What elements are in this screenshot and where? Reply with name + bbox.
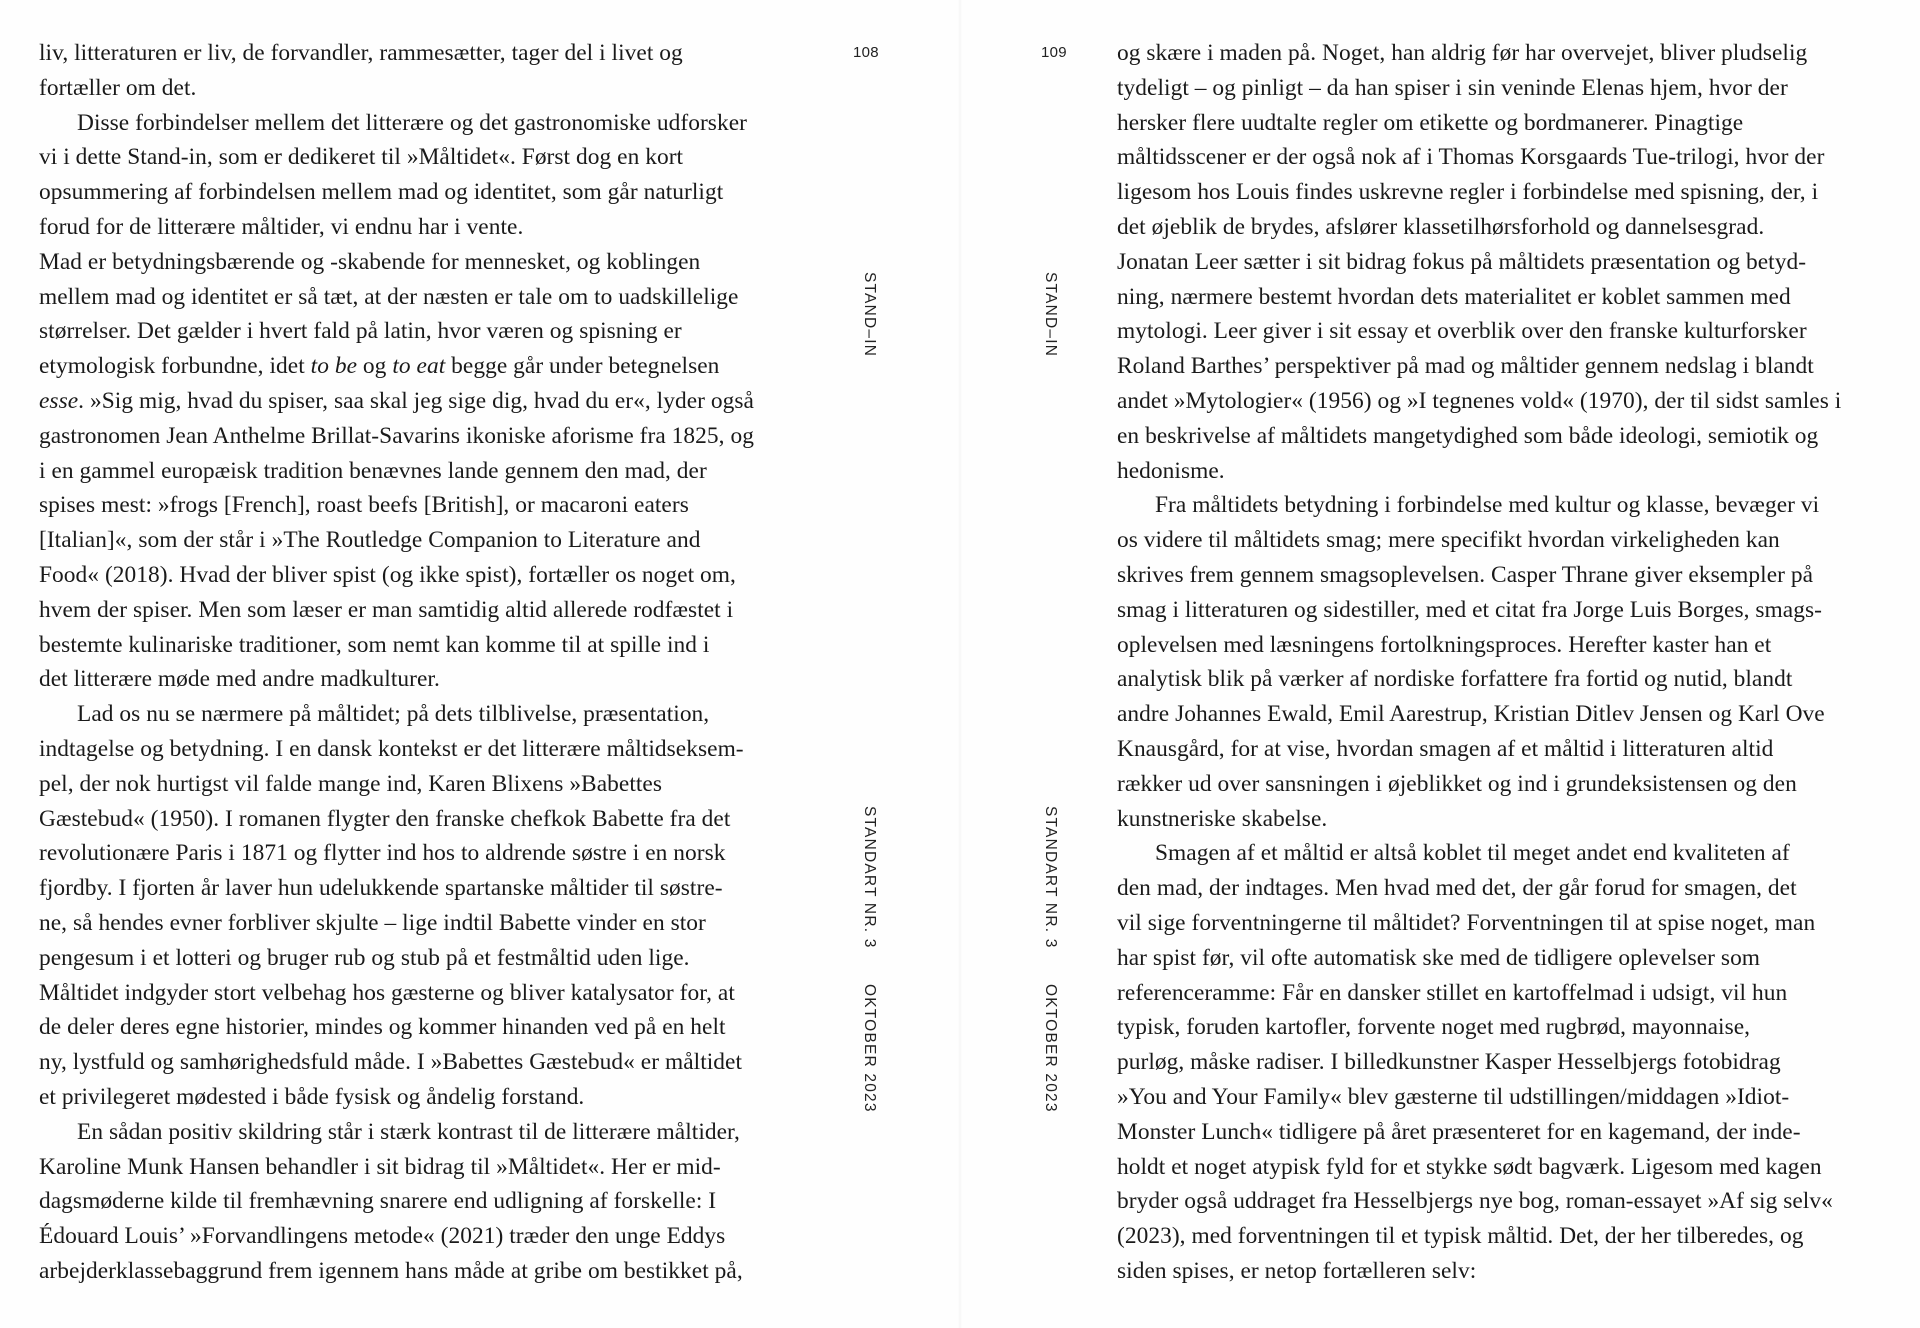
text-line: oplevelsen med læsningens fortolkningsproces. Herefter kaster han et <box>1117 631 1772 658</box>
text-line: spises mest: »frogs [French], roast beefs [British], or macaroni eaters <box>39 492 689 519</box>
text-line: størrelser. Det gælder i hvert fald på latin, hvor væren og spisning er <box>39 318 682 345</box>
text-line: rækker ud over sansningen i øjeblikket og ind i grundeksistensen og den <box>1117 770 1797 797</box>
right-page-number: 109 <box>1041 44 1067 61</box>
text-line: dagsmøderne kilde til fremhævning snarere end udligning af forskelle: I <box>39 1188 717 1215</box>
text-line: bestemte kulinariske traditioner, som nemt kan komme til at spille ind i <box>39 631 710 658</box>
text-line: mytologi. Leer giver i sit essay et overblik over den franske kulturforsker <box>1117 318 1807 345</box>
text-line: os videre til måltidets smag; mere specifikt hvordan virkeligheden kan <box>1117 527 1780 554</box>
text-line: andet »Mytologier« (1956) og »I tegnenes vold« (1970), der til sidst samles i <box>1117 387 1842 414</box>
text-line: Knausgård, for at vise, hvordan smagen af et måltid i litteraturen altid <box>1117 735 1774 762</box>
text-line: opsummering af forbindelsen mellem mad og identitet, som går naturligt <box>39 179 724 206</box>
text-line: har spist før, vil ofte automatisk ske med de tidligere oplevelser som <box>1117 944 1761 971</box>
text-line: Mad er betydningsbærende og -skabende for mennesket, og koblingen <box>39 248 701 275</box>
text-line: fjordby. I fjorten år laver hun udelukkende spartanske måltider til søstre- <box>39 875 723 902</box>
text-line: hvem der spiser. Men som læser er man samtidig altid allerede rodfæstet i <box>39 596 734 623</box>
text-line: revolutionære Paris i 1871 og flytter ind hos to aldrende søstre i en norsk <box>39 840 726 867</box>
text-line: bryder også uddraget fra Hesselbjergs nye bog, roman-essayet »Af sig selv« <box>1117 1188 1833 1215</box>
text-line: analytisk blik på værker af nordiske forfattere fra fortid og nutid, blandt <box>1117 666 1793 693</box>
text-line: vi i dette Stand-in, som er dedikeret til »Måltidet«. Først dog en kort <box>39 144 684 171</box>
text-line: og skære i maden på. Noget, han aldrig før har overvejet, bliver pludselig <box>1117 40 1808 66</box>
text-line: liv, litteraturen er liv, de forvandler, rammesætter, tager del i livet og <box>39 40 683 66</box>
text-line: Food« (2018). Hvad der bliver spist (og ikke spist), fortæller os noget om, <box>39 561 736 588</box>
text-line: i en gammel europæisk tradition benævnes lande gennem den mad, der <box>39 457 707 484</box>
text-line: smag i litteraturen og sidestiller, med et citat fra Jorge Luis Borges, smags- <box>1117 596 1822 623</box>
text-line: referenceramme: Får en dansker stillet en kartoffelmad i udsigt, vil hun <box>1117 979 1788 1006</box>
text-line: fortæller om det. <box>39 74 197 101</box>
text-line: Lad os nu se nærmere på måltidet; på dets tilblivelse, præsentation, <box>77 701 710 728</box>
text-line: forud for de litterære måltider, vi endnu har i vente. <box>39 213 524 240</box>
text-line: arbejderklassebaggrund frem igennem hans måde at gribe om bestikket på, <box>39 1257 743 1284</box>
gutter <box>958 0 962 1328</box>
text-line: ny, lystfuld og samhørighedsfuld måde. I »Babettes Gæstebud« er måltidet <box>39 1049 743 1076</box>
left-runner-date: OKTOBER 2023 <box>861 984 878 1113</box>
text-line: den mad, der indtages. Men hvad med det, der går forud for smagen, det <box>1117 875 1797 902</box>
text-line: (2023), med forventningen til et typisk måltid. Det, der her tilberedes, og <box>1117 1223 1804 1250</box>
text-line: hersker flere uudtalte regler om etikette og bordmanerer. Pinagtige <box>1117 109 1744 136</box>
text-line: Roland Barthes’ perspektiver på mad og måltider gennem nedslag i blandt <box>1117 353 1814 380</box>
text-line: holdt et noget atypisk fyld for et stykke sødt bagværk. Ligesom med kagen <box>1117 1153 1822 1180</box>
text-line: Karoline Munk Hansen behandler i sit bidrag til »Måltidet«. Her er mid- <box>39 1153 721 1180</box>
text-line: Édouard Louis’ »Forvandlingens metode« (2021) træder den unge Eddys <box>39 1223 726 1250</box>
text-line: [Italian]«, som der står i »The Routledge Companion to Literature and <box>39 527 701 554</box>
text-line: siden spises, er netop fortælleren selv: <box>1117 1257 1477 1284</box>
text-line: de deler deres egne historier, mindes og kommer hinanden ved på en helt <box>39 1014 726 1041</box>
text-line: esse. »Sig mig, hvad du spiser, saa skal jeg sige dig, hvad du er«, lyder også <box>39 387 754 414</box>
text-line: Jonatan Leer sætter i sit bidrag fokus på måltidets præsentation og betyd- <box>1117 248 1807 275</box>
text-line: purløg, måske radiser. I billedkunstner Kasper Hesselbjergs fotobidrag <box>1117 1049 1781 1076</box>
text-line: vil sige forventningerne til måltidet? Forventningen til at spise noget, man <box>1117 909 1816 936</box>
text-line: hedonisme. <box>1117 457 1225 484</box>
text-line: måltidsscener er der også nok af i Thomas Korsgaards Tue-trilogi, hvor der <box>1117 144 1825 171</box>
text-line: pel, der nok hurtigst vil falde mange ind, Karen Blixens »Babettes <box>39 770 663 797</box>
text-line: et privilegeret mødested i både fysisk og åndelig forstand. <box>39 1083 585 1110</box>
left-page-body <box>39 36 809 1289</box>
left-runner-issue: STANDART NR. 3 <box>861 806 878 949</box>
text-line: skrives frem gennem smagsoplevelsen. Casper Thrane giver eksempler på <box>1117 561 1814 588</box>
text-line: Disse forbindelser mellem det litterære og det gastronomiske udforsker <box>77 109 747 136</box>
left-page-number: 108 <box>853 44 879 61</box>
text-line: Gæstebud« (1950). I romanen flygter den franske chefkok Babette fra det <box>39 805 731 832</box>
text-line: Monster Lunch« tidligere på året præsenteret for en kagemand, der inde- <box>1117 1118 1801 1145</box>
right-runner-date: OKTOBER 2023 <box>1042 984 1059 1113</box>
text-line: ligesom hos Louis findes uskrevne regler i forbindelse med spisning, der, i <box>1117 179 1819 206</box>
text-line: mellem mad og identitet er så tæt, at der næsten er tale om to uadskillelige <box>39 283 739 310</box>
text-line: typisk, foruden kartofler, forvente noget med rugbrød, mayonnaise, <box>1117 1014 1751 1041</box>
text-line: Smagen af et måltid er altså koblet til meget andet end kvaliteten af <box>1155 840 1790 867</box>
text-line: pengesum i et lotteri og bruger rub og stub på et festmåltid uden lige. <box>39 944 690 971</box>
right-page-body <box>1117 36 1887 1289</box>
text-line: det øjeblik de brydes, afslører klassetilhørsforhold og dannelsesgrad. <box>1117 213 1765 240</box>
text-line: Måltidet indgyder stort velbehag hos gæsterne og bliver katalysator for, at <box>39 979 735 1006</box>
text-line: tydeligt – og pinligt – da han spiser i sin veninde Elenas hjem, hvor der <box>1117 74 1788 101</box>
text-line: Fra måltidets betydning i forbindelse med kultur og klasse, bevæger vi <box>1155 492 1820 519</box>
text-line: ne, så hendes evner forbliver skjulte – lige indtil Babette vinder en stor <box>39 909 706 936</box>
text-line: andre Johannes Ewald, Emil Aarestrup, Kristian Ditlev Jensen og Karl Ove <box>1117 701 1825 728</box>
text-line: ning, nærmere bestemt hvordan dets materialitet er koblet sammen med <box>1117 283 1791 310</box>
text-line: kunstneriske skabelse. <box>1117 805 1328 832</box>
text-line: det litterære møde med andre madkulturer. <box>39 666 440 693</box>
text-line: gastronomen Jean Anthelme Brillat-Savarins ikoniske aforisme fra 1825, og <box>39 422 754 449</box>
right-runner-section: STAND–IN <box>1042 272 1059 358</box>
text-line: indtagelse og betydning. I en dansk kontekst er det litterære måltidseksem- <box>39 735 744 762</box>
text-line: etymologisk forbundne, idet to be og to eat begge går under betegnelsen <box>39 353 720 380</box>
text-line: »You and Your Family« blev gæsterne til udstillingen/middagen »Idiot- <box>1117 1083 1790 1110</box>
left-runner-section: STAND–IN <box>861 272 878 358</box>
text-line: en beskrivelse af måltidets mangetydighed som både ideologi, semiotik og <box>1117 422 1819 449</box>
text-line: En sådan positiv skildring står i stærk kontrast til de litterære måltider, <box>77 1118 740 1145</box>
right-runner-issue: STANDART NR. 3 <box>1042 806 1059 949</box>
